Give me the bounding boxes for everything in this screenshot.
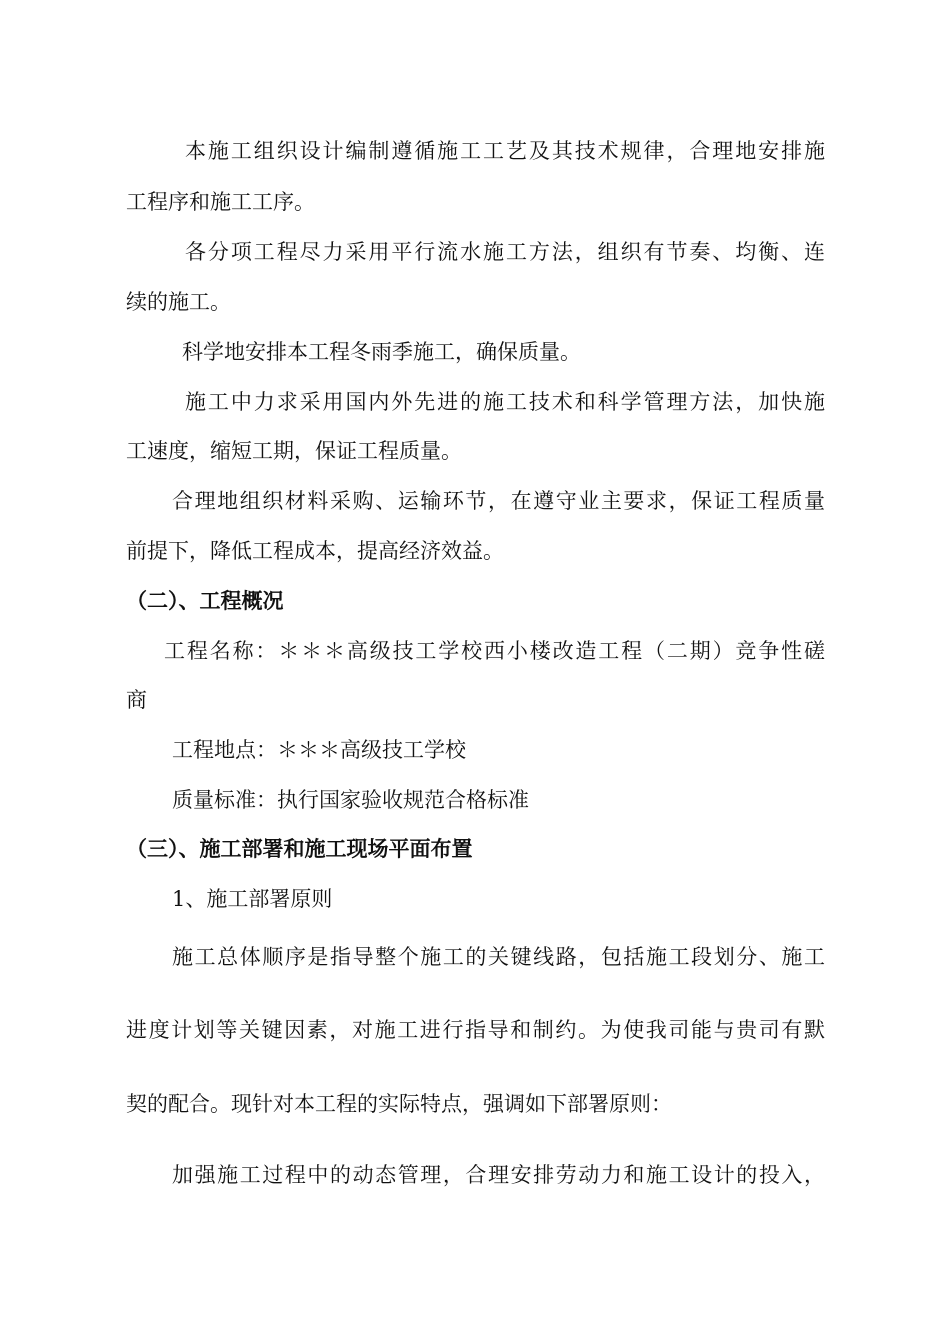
paragraph-line-4: 续的施工。 xyxy=(126,290,231,314)
paragraph-line-3: 各分项工程尽力采用平行流水施工方法，组织有节奏、均衡、连 xyxy=(185,240,825,264)
project-location-line: 工程地点：＊＊＊高级技工学校 xyxy=(172,738,466,762)
paragraph-line-7: 工速度，缩短工期，保证工程质量。 xyxy=(126,439,462,463)
paragraph-line-5: 科学地安排本工程冬雨季施工，确保质量。 xyxy=(182,340,581,364)
paragraph-line-12: 契的配合。现针对本工程的实际特点，强调如下部署原则： xyxy=(126,1092,672,1116)
project-name-continuation: 商 xyxy=(126,688,147,712)
quality-standard-line: 质量标准：执行国家验收规范合格标准 xyxy=(172,788,529,812)
paragraph-line-8: 合理地组织材料采购、运输环节，在遵守业主要求，保证工程质量 xyxy=(172,489,825,513)
paragraph-line-9: 前提下，降低工程成本，提高经济效益。 xyxy=(126,539,504,563)
paragraph-line-11: 进度计划等关键因素，对施工进行指导和制约。为使我司能与贵司有默 xyxy=(126,1018,825,1042)
section-heading-overview: （二）、工程概况 xyxy=(126,589,284,613)
project-name-line: 工程名称：＊＊＊高级技工学校西小楼改造工程（二期）竞争性磋 xyxy=(164,639,825,663)
section-heading-deployment: （三）、施工部署和施工现场平面布置 xyxy=(126,837,473,861)
paragraph-line-6: 施工中力求采用国内外先进的施工技术和科学管理方法，加快施 xyxy=(185,390,825,414)
paragraph-line-13: 加强施工过程中的动态管理，合理安排劳动力和施工设计的投入， xyxy=(172,1163,825,1187)
subheading-principles: 1、施工部署原则 xyxy=(172,887,333,911)
paragraph-line-1: 本施工组织设计编制遵循施工工艺及其技术规律，合理地安排施 xyxy=(185,139,825,163)
paragraph-line-10: 施工总体顺序是指导整个施工的关键线路，包括施工段划分、施工 xyxy=(172,945,825,969)
paragraph-line-2: 工程序和施工工序。 xyxy=(126,190,315,214)
